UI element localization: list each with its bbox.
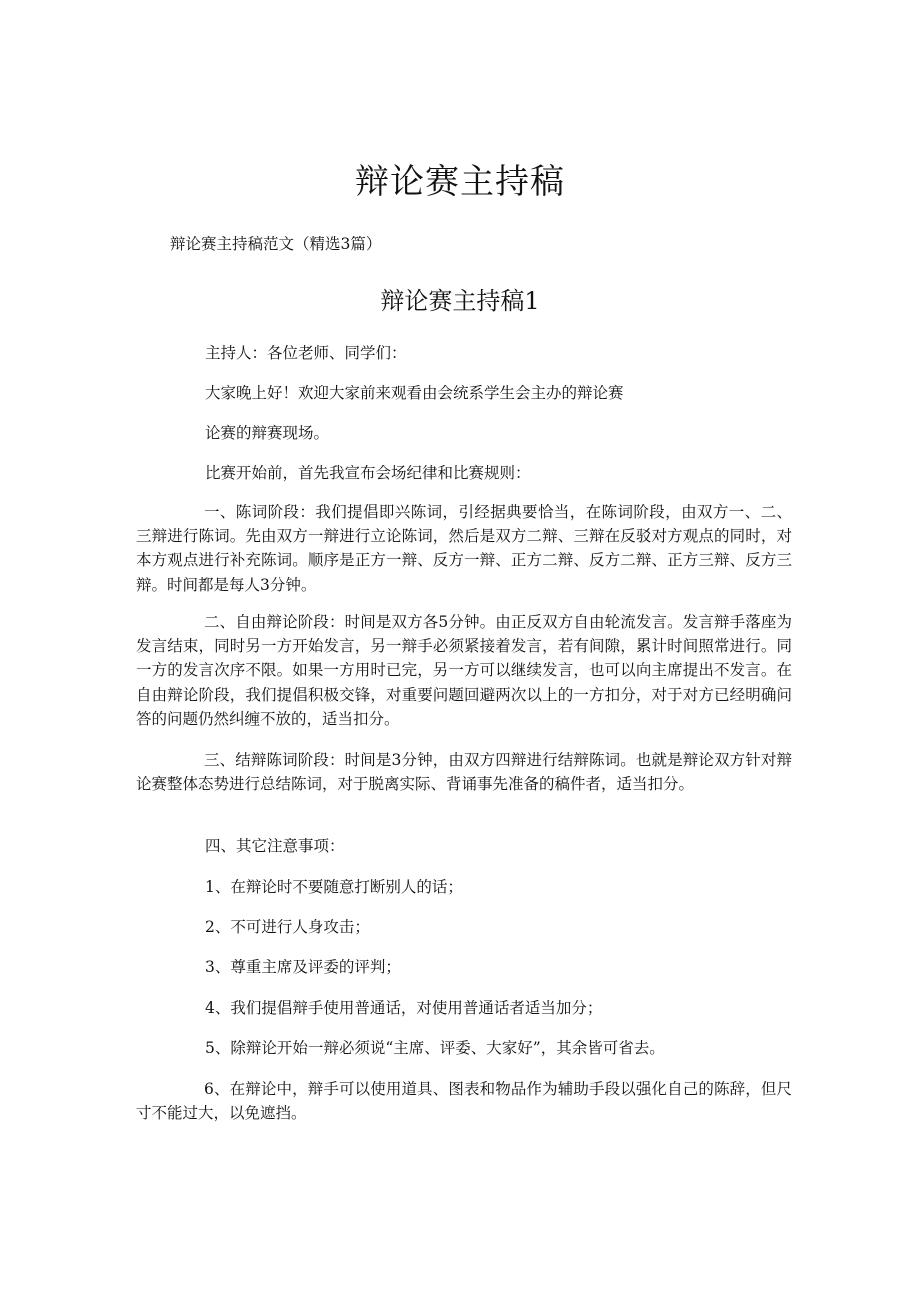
rules-intro: 比赛开始前，首先我宣布会场纪律和比赛规则： (205, 464, 531, 482)
note-item: 3、尊重主席及评委的评判； (205, 958, 401, 976)
rule-opening-statement: 一、陈词阶段：我们提倡即兴陈词，引经据典要恰当，在陈词阶段，由双方一、二、三辩进行陈词。先由双方一辩进行立论陈词，然后是双方二辩、三辩在反驳对方观点的同时，对本方观点进行补充陈词。顺序是正方一辩、反方一辩、正方二辩、反方二辩、正方三辩、反方三辩。时间都是每人3分钟。 (136, 503, 792, 594)
note-item: 4、我们提倡辩手使用普通话，对使用普通话者适当加分； (205, 999, 603, 1017)
note-item: 6、在辩论中，辩手可以使用道具、图表和物品作为辅助手段以强化自己的陈辞，但尺寸不能过大，以免遮挡。 (136, 1080, 792, 1123)
greeting-line: 大家晚上好！欢迎大家前来观看由会统系学生会主办的辩论赛 (205, 384, 624, 402)
document-subtitle: 辩论赛主持稿范文（精选3篇） (170, 235, 382, 253)
note-item: 5、除辩论开始一辩必须说“主席、评委、大家好”，其余皆可省去。 (205, 1039, 665, 1057)
venue-line: 论赛的辩赛现场。 (205, 424, 330, 442)
rule-free-debate: 二、自由辩论阶段：时间是双方各5分钟。由正反双方自由轮流发言。发言辩手落座为发言结束，同时另一方开始发言，另一辩手必须紧接着发言，若有间隙，累计时间照常进行。同一方的发言次序不限。如果一方用时已完，另一方可以继续发言，也可以向主席提出不发言。在自由辩论阶段，我们提倡积极交锋，对重要问题回避两次以上的一方扣分，对于对方已经明确问答的问题仍然纠缠不放的，适当扣分。 (136, 613, 792, 728)
document-title: 辩论赛主持稿 (355, 162, 565, 202)
rule-closing-statement: 三、结辩陈词阶段：时间是3分钟，由双方四辩进行结辩陈词。也就是辩论双方针对辩论赛整体态势进行总结陈词，对于脱离实际、背诵事先准备的稿件者，适当扣分。 (136, 751, 792, 794)
note-item: 2、不可进行人身攻击； (205, 918, 370, 936)
note-item: 1、在辩论时不要随意打断别人的话； (205, 878, 463, 896)
host-address: 主持人：各位老师、同学们： (205, 344, 407, 362)
notes-heading: 四、其它注意事项： (205, 837, 345, 855)
section-title: 辩论赛主持稿1 (380, 287, 540, 315)
